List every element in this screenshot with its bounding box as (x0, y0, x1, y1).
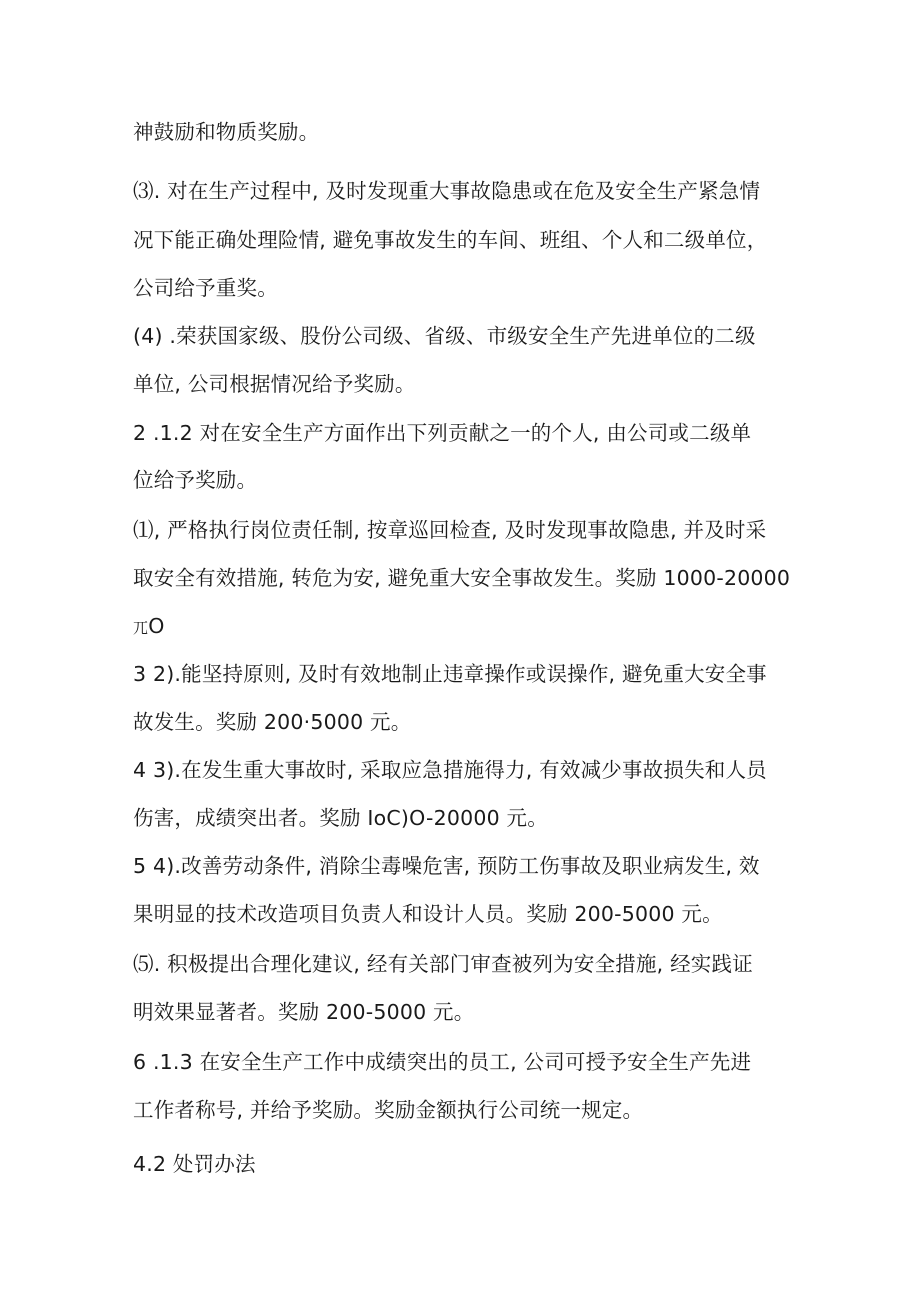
text-line: 故发生。奖励 200·5000 元。 (133, 710, 412, 734)
text-line (133, 611, 813, 643)
text-line: 位给予奖励。 (133, 468, 258, 492)
text-line: 果明显的技术改造项目负责人和设计人员。奖励 200-5000 元。 (133, 902, 723, 926)
section-heading: 4.2 处罚办法 (133, 1152, 256, 1176)
text-line: 3 2).能坚持原则, 及时有效地制止违章操作或误操作, 避免重大安全事 (133, 662, 767, 686)
text-line: 明效果显著者。奖励 200-5000 元。 (133, 1000, 475, 1024)
text-line: 取安全有效措施, 转危为安, 避免重大安全事故发生。奖励 1000-20000 (133, 566, 791, 590)
text-line: ⑸. 积极提出合理化建议, 经有关部门审查被列为安全措施, 经实践证 (133, 952, 753, 976)
text-line: ⑶. 对在生产过程中, 及时发现重大事故隐患或在危及安全生产紧急情 (133, 179, 761, 203)
text-line: 6 .1.3 在安全生产工作中成绩突出的员工, 公司可授予安全生产先进 (133, 1050, 752, 1074)
trailing-char: O (148, 614, 165, 638)
yuan-char: 兀 (133, 619, 149, 637)
text-line: 神鼓励和物质奖励。 (133, 120, 320, 144)
text-line: 4 3).在发生重大事故时, 采取应急措施得力, 有效减少事故损失和人员 (133, 758, 767, 782)
text-line: 况下能正确处理险情, 避免事故发生的车间、班组、个人和二级单位， (133, 228, 768, 252)
text-line: 公司给予重奖。 (133, 276, 278, 300)
text-line: 5 4).改善劳动条件, 消除尘毒噪危害, 预防工伤事故及职业病发生, 效 (133, 854, 760, 878)
text-line: 工作者称号, 并给予奖励。奖励金额执行公司统一规定。 (133, 1098, 644, 1122)
text-line: 单位, 公司根据情况给予奖励。 (133, 372, 416, 396)
text-line: ⑴, 严格执行岗位责任制, 按章巡回检查, 及时发现事故隐患, 并及时采 (133, 518, 767, 542)
text-line: 伤害，成绩突出者。奖励 IoC)O-20000 元。 (133, 806, 548, 830)
text-line: (4) .荣获国家级、股份公司级、省级、市级安全生产先进单位的二级 (133, 324, 756, 348)
text-line: 2 .1.2 对在安全生产方面作出下列贡献之一的个人, 由公司或二级单 (133, 421, 752, 445)
